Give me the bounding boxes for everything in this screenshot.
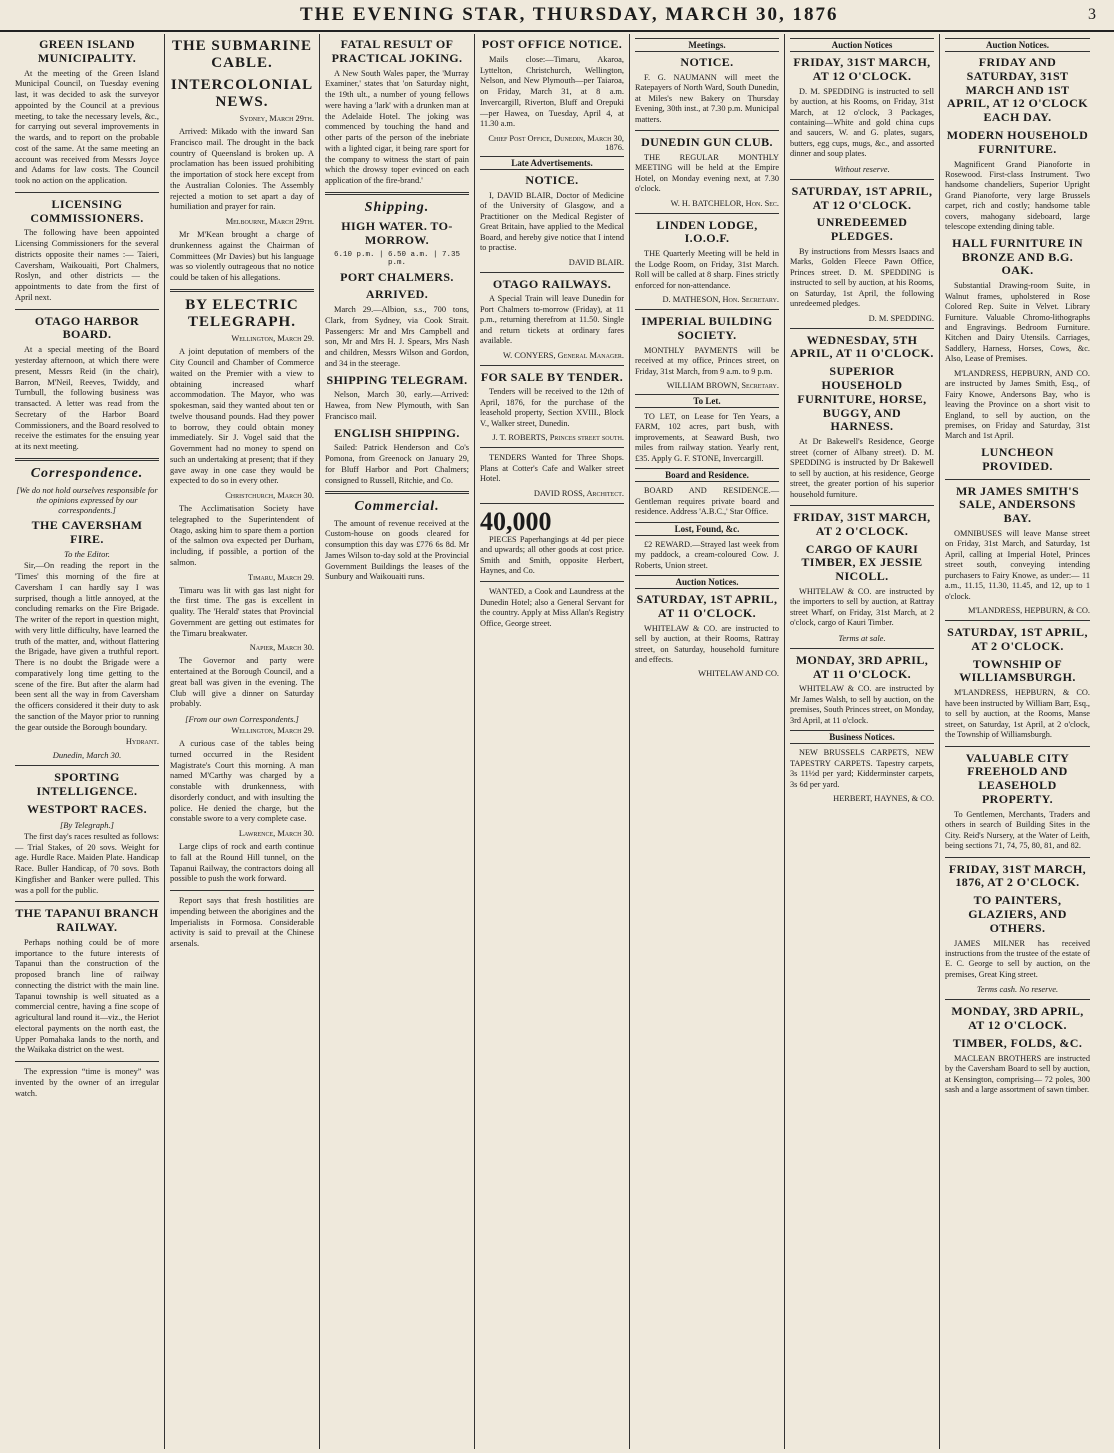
ad-body: THE REGULAR MONTHLY MEETING will be held at the Empire Hotel, on Monday evening next, at 7.30 o'clock. bbox=[635, 152, 779, 194]
ad-body: NEW BRUSSELS CARPETS, NEW TAPESTRY CARPETS. Tapestry carpets, 3s 11½d per yard; Kidderminster carpets, 3s 6d per yard. bbox=[790, 748, 934, 789]
ad-body: WHITELAW & CO. are instructed to sell by auction, at their Rooms, Rattray street, on Saturday, household furniture and effects. bbox=[635, 623, 779, 664]
heading-shipping: Shipping. bbox=[364, 199, 430, 215]
article-body: Large clips of rock and earth continue to fall at the Round Hill tunnel, on the Tapanui Railway, the contractors doing all possible to push the work forward. bbox=[170, 842, 314, 884]
article-body: A curious case of the tables being turned occurred in the Resident Magistrate's Court this morning. A man named M'Carthy was charged by a constable with drunkenness, with disorderly conduct, and with insulting the police. He denied the charge, but the constable swore to a very complete case. bbox=[170, 739, 314, 824]
dateline: Wellington, March 29. bbox=[231, 334, 314, 344]
section-board-residence: Board and Residence. bbox=[635, 468, 779, 482]
divider bbox=[480, 503, 624, 504]
heading-valuable-property: VALUABLE CITY FREEHOLD AND LEASEHOLD PROPERTY. bbox=[965, 750, 1070, 806]
article-body: The Acclimatisation Society have telegraphed to the Superintendent of Otago, asking him to spare them a portion of the salmon ova expected per Durham, including, if possible, a portion of the salmon. bbox=[170, 504, 314, 567]
heading-hall-furniture: HALL FURNITURE IN BRONZE AND B.G. OAK. bbox=[952, 235, 1083, 278]
section-meetings: Meetings. bbox=[635, 38, 779, 52]
section-late-advertisements: Late Advertisements. bbox=[480, 156, 624, 170]
ad-signature: WILLIAM BROWN, Secretary. bbox=[666, 381, 779, 391]
heading-shipping-telegram: SHIPPING TELEGRAM. bbox=[326, 372, 468, 387]
column-5 bbox=[630, 34, 785, 1449]
paperhangings-number: 40,000 bbox=[480, 506, 552, 536]
article-body: March 29.—Albion, s.s., 700 tons, Clark, from Sydney, via Cook Strait. Passengers: Mr and Mrs Campbell and son, Mr and Mrs H. J. Spears, Mrs Nash and children, Messrs Wilson and Gordon, and 34 in the steerage. bbox=[325, 305, 469, 368]
heading-imperial-building: IMPERIAL BUILDING SOCIETY. bbox=[641, 314, 773, 342]
divider bbox=[15, 309, 159, 310]
heading-superior-furniture: SUPERIOR HOUSEHOLD FURNITURE, HORSE, BUGGY, AND HARNESS. bbox=[797, 364, 927, 434]
ad-body: TENDERS Wanted for Three Shops. Plans at Cotter's Cafe and Walker street Hotel. bbox=[480, 453, 624, 484]
article-body: Arrived: Mikado with the inward San Francisco mail. The drought in the back country of Queensland is broken up. A proclamation has been issued prohibiting the importation of stock here except from the Australian Colonies. The Assembly rejected a motion to set apart a day of humiliation and prayer for rain. bbox=[170, 127, 314, 212]
divider bbox=[790, 648, 934, 649]
heading-linden-lodge: LINDEN LODGE, I.O.O.F. bbox=[656, 217, 758, 246]
ad-body: F. G. NAUMANN will meet the Ratepayers of North Ward, South Dunedin, at Miles's new Bakery on Thursday Evening, 30th inst., at 7.30 p.m. Municipal matters. bbox=[635, 72, 779, 124]
dateline: Napier, March 30. bbox=[249, 643, 314, 653]
ad-signature: HERBERT, HAYNES, & CO. bbox=[833, 793, 934, 803]
divider bbox=[170, 289, 314, 292]
closing-paragraph: The expression “time is money” was invented by the owner of an irregular watch. bbox=[15, 1067, 159, 1098]
dateline: Christchurch, March 30. bbox=[225, 491, 314, 500]
column-3 bbox=[320, 34, 475, 1449]
auction-date: SATURDAY, 1ST APRIL, AT 12 O'CLOCK. bbox=[791, 183, 933, 212]
heading-fatal-joking: FATAL RESULT OF PRACTICAL JOKING. bbox=[331, 37, 463, 65]
heading-andersons-bay: MR JAMES SMITH'S SALE, ANDERSONS BAY. bbox=[955, 483, 1080, 526]
divider bbox=[945, 857, 1090, 858]
divider bbox=[480, 365, 624, 366]
divider bbox=[635, 130, 779, 131]
divider bbox=[790, 328, 934, 329]
notice-body: Mails close:—Timaru, Akaroa, Lyttelton, Christchurch, Wellington, Nelson, and New Plymouth—per Taiaroa, on Friday, March 31, at 8 a.m. Invercargill, Riverton, Bluff and Orepuki—per Hawea, on Tuesday, April 4, at 11.30 a.m. bbox=[480, 54, 624, 129]
telegraph-tag: [By Telegraph.] bbox=[60, 819, 114, 830]
ad-signature: DAVID BLAIR. bbox=[568, 257, 624, 267]
article-body: Nelson, March 30, early.—Arrived: Hawea, from New Plymouth, with San Francisco mail. bbox=[325, 390, 469, 421]
letter-signature: Hydrant. bbox=[125, 737, 159, 747]
heading-correspondence: Correspondence. bbox=[30, 465, 144, 481]
heading-williamsburgh: TOWNSHIP OF WILLIAMSBURGH. bbox=[959, 656, 1076, 685]
article-body: At the meeting of the Green Island Municipal Council, on Tuesday evening last, it was decided to ask the surveyor appointed by the Council at a previous meeting, to take the necessary levels, &c., for carrying out several improvements in the wards, and to report on the probable cost of the same. At the same meeting an account was received from Messrs Joyce and Adams for law costs. The Council took no action on the application. bbox=[15, 68, 159, 186]
ad-signature: M'LANDRESS, HEPBURN, & CO. bbox=[967, 606, 1090, 616]
column-4 bbox=[475, 34, 630, 1449]
correspondence-note: [We do not hold ourselves responsible for the opinions expressed by our correspondents.] bbox=[16, 484, 158, 515]
ad-body: M'LANDRESS, HEPBURN, AND CO. are instructed by James Smith, Esq., of Fairy Knowe, Andersons Bay, who is leaving the Province on a short visit to England, to sell by auction, on the premises, on Friday and Saturday, 31st March and 1st April. bbox=[945, 368, 1090, 441]
article-body: A joint deputation of members of the City Council and Chamber of Commerce waited on the Premier with a view to obtaining increased wharf accommodation. The Mayor, who was spokesman, said they wanted about ten or twelve thousand pounds. Had they power to borrow, they could obtain money immediately. Sir J. Vogel said that the Government had no money to spend on such an undertaking at present; that if they gave away in one case they would be expected to do so in every other. bbox=[170, 347, 314, 486]
article-body: At a special meeting of the Board yesterday afternoon, at which there were present, Messrs Reid (in the chair), Barron, M'Neil, Reeves, Twiddy, and Turnbull, the following business was transacted. A letter was read from the Secretary of the Harbor Board Commissioners, and the Board resolved to receive the estimates for the ensuing year at its next meeting. bbox=[15, 345, 159, 452]
divider bbox=[945, 479, 1090, 480]
ad-body: THE Quarterly Meeting will be held in the Lodge Room, on Friday, 31st March. Roll will be called at 8 sharp. Fines strictly enforced for non-attendance. bbox=[635, 249, 779, 290]
ad-body: WANTED, a Cook and Laundress at the Dunedin Hotel; also a General Servant for the country. Apply at Miss Allan's Registry Office, George street. bbox=[480, 587, 624, 628]
ad-body: D. M. SPEDDING is instructed to sell by auction, at his Rooms, on Friday, 31st March, at 12 o'clock, 3 Packages, containing—White and gold china cups and saucers, W. and G. plates, sugars, butters, egg cups, mugs, &c., and assorted dinner and soup plates. bbox=[790, 86, 934, 159]
article-body: A New South Wales paper, the 'Murray Examiner,' states that 'on Saturday night, the 19th ult., a number of young fellows were having a 'lark' with a drunken man at the Adelaide Hotel. The joking was commenced by touching the hand and other parts of the person of the inebriate with a lighted cigar, it being rare sport for the company to witness the start of pain which the drowsy toper evinced on each application of the fire-brand.' bbox=[325, 68, 469, 186]
divider bbox=[945, 999, 1090, 1000]
divider bbox=[635, 309, 779, 310]
ad-body: MACLEAN BROTHERS are instructed by the Caversham Board to sell by auction, at Kensington, comprising— 72 poles, 300 sash and a large assortment of sawn timber. bbox=[945, 1053, 1090, 1095]
ad-body: WHITELAW & CO. are instructed by Mr James Walsh, to sell by auction, on the premises, South Princes street, on Monday, 3rd April, at 11 o'clock. bbox=[790, 684, 934, 725]
article-body: Sailed: Patrick Henderson and Co's Pomona, from Greenock on January 29, for Bluff Harbor and Port Chalmers; consigned to Russell, Ritchie, and Co. bbox=[325, 443, 469, 485]
heading-gun-club: DUNEDIN GUN CLUB. bbox=[641, 135, 773, 150]
ad-body: At Dr Bakewell's Residence, George street (corner of Albany street). D. M. SPEDDING is instructed by Dr Bakewell to sell by auction, at his residence, George street, the greater portion of his superior household furniture. bbox=[790, 437, 934, 499]
divider bbox=[635, 213, 779, 214]
ad-signature: W. H. BATCHELOR, Hon. Sec. bbox=[670, 198, 779, 208]
article-body: The Governor and party were entertained at the Borough Council, and a great ball was given in the evening. The Club will give a dinner on Saturday probably. bbox=[170, 656, 314, 709]
divider bbox=[325, 192, 469, 195]
dateline: Timaru, March 29. bbox=[248, 572, 314, 582]
article-body: Mr M'Kean brought a charge of drunkenness against the Chairman of Committees (Mr Davies) but his language was so violently outrageous that no notice could be taken of his allegations. bbox=[170, 230, 314, 282]
divider bbox=[790, 505, 934, 506]
divider bbox=[15, 458, 159, 461]
article-body: The first day's races resulted as follows:— Trial Stakes, of 20 sovs. Weight for age. Hurdle Race. Maiden Plate. Handicap Race. Buller Handicap, of 70 sovs. Both Kingfisher and Banker were pulled. This was a poll for the public. bbox=[15, 831, 159, 895]
ad-body: M'LANDRESS, HEPBURN, & CO. have been instructed by William Barr, Esq., to sell by auction, at the Rooms, Manse street, on Saturday, 1st April, at 2 o'clock, the Township of Williamsburgh. bbox=[945, 688, 1090, 740]
ad-signature: D. M. SPEDDING. bbox=[868, 313, 934, 323]
ad-body: JAMES MILNER has received instructions from the trustee of the estate of E. C. George to sell by auction, on the premises, Great King street. bbox=[945, 938, 1090, 979]
article-body: Report says that fresh hostilities are impending between the aborigines and the Imperialists in Formosa. Considerable activity is said to prevail at the Chinese arsenals. bbox=[170, 896, 314, 948]
auction-date: MONDAY, 3RD APRIL, AT 11 O'CLOCK. bbox=[795, 652, 929, 681]
ad-signature: W. CONYERS, General Manager. bbox=[503, 350, 624, 360]
heading-notice: NOTICE. bbox=[525, 173, 579, 188]
heading-unredeemed-pledges: UNREDEEMED PLEDGES. bbox=[816, 215, 908, 244]
ad-body: WHITELAW & CO. are instructed by the importers to sell by auction, at Rattray street Wharf, on Friday, 31st March, at 2 o'clock, cargo of Kauri Timber. bbox=[790, 586, 934, 628]
auction-note: Without reserve. bbox=[834, 163, 890, 174]
divider bbox=[15, 1061, 159, 1062]
columns bbox=[10, 34, 1106, 1449]
auction-date: FRIDAY AND SATURDAY, 31ST MARCH AND 1ST APRIL, AT 12 O'CLOCK EACH DAY. bbox=[947, 55, 1088, 125]
high-water-label: HIGH WATER. TO-MORROW. bbox=[341, 218, 453, 247]
heading-westport-races: WESTPORT RACES. bbox=[26, 802, 148, 817]
ad-body: £2 REWARD.—Strayed last week from my paddock, a cream-coloured Cow. J. Roberts, Union street. bbox=[635, 539, 779, 570]
heading-commercial: Commercial. bbox=[354, 499, 440, 515]
ad-body: By instructions from Messrs Isaacs and Marks, Golden Fleece Pawn Office, Princes street. D. M. SPEDDING is instructed to sell by auction, at his Rooms, on Saturday, 1st April, the following unredeemed pledges. bbox=[790, 246, 934, 309]
section-auction-notices: Auction Notices. bbox=[945, 38, 1090, 52]
ad-body: To Gentlemen, Merchants, Traders and others in search of Building Sites in the City. Reid's Nursery, at the Water of Leith, being sections 71, 74, 75, 80, 81, and 82. bbox=[945, 809, 1090, 851]
auction-date: SATURDAY, 1ST APRIL, AT 2 O'CLOCK. bbox=[947, 625, 1088, 653]
ad-body: Tenders will be received to the 12th of April, 1876, for the purchase of the leasehold property, Section XVIII., Block V., Walker street, Dunedin. bbox=[480, 387, 624, 428]
heading-for-sale: FOR SALE BY TENDER. bbox=[480, 369, 624, 384]
divider bbox=[790, 179, 934, 180]
heading-licensing: LICENSING COMMISSIONERS. bbox=[30, 196, 144, 225]
heading-modern-furniture: MODERN HOUSEHOLD FURNITURE. bbox=[946, 127, 1089, 156]
heading-port-chalmers: PORT CHALMERS. bbox=[340, 269, 454, 284]
section-to-let: To Let. bbox=[635, 394, 779, 408]
ad-body: I, DAVID BLAIR, Doctor of Medicine of the University of Glasgow, and a Practitioner on the Medical Register of Great Britain, have applied to the Medical Board, and hereby give notice that I intend to practise. bbox=[480, 190, 624, 253]
masthead bbox=[0, 0, 1114, 32]
column-1 bbox=[10, 34, 165, 1449]
auction-date: WEDNESDAY, 5TH APRIL, AT 11 O'CLOCK. bbox=[790, 332, 934, 361]
divider bbox=[15, 901, 159, 902]
heading-tapanui: THE TAPANUI BRANCH RAILWAY. bbox=[15, 906, 159, 935]
ad-signature: DAVID ROSS, Architect. bbox=[533, 488, 624, 498]
letter-salutation: To the Editor. bbox=[64, 549, 110, 560]
heading-sporting: SPORTING INTELLIGENCE. bbox=[36, 770, 138, 799]
auction-date: MONDAY, 3RD APRIL, AT 12 O'CLOCK. bbox=[951, 1004, 1084, 1033]
ad-signature: D. MATHESON, Hon. Secretary. bbox=[662, 295, 779, 305]
auction-date: FRIDAY, 31ST MARCH, AT 12 O'CLOCK. bbox=[793, 55, 931, 83]
dateline: Lawrence, March 30. bbox=[238, 829, 314, 838]
ad-signature: WHITELAW AND CO. bbox=[698, 669, 779, 679]
auction-note: Terms cash. No reserve. bbox=[976, 984, 1059, 995]
heading-intercolonial: INTERCOLONIAL NEWS. bbox=[170, 76, 314, 110]
divider bbox=[480, 272, 624, 273]
article-body: Perhaps nothing could be of more importance to the future interests of Tapanui than the construction of the proposed branch line of railway connecting the district with the main line. Tapanui township is well situated as a commercial centre, having a fine scope of agricultural land round it—viz., the Heriot electoral payments on the north east, the Upper Pomahaka lands to the north, and the Waikaka district on the west. bbox=[15, 937, 159, 1055]
ad-body: BOARD AND RESIDENCE.—Gentleman requires private board and residence. Address 'A.B.C.,' Star Office. bbox=[635, 486, 779, 517]
column-6 bbox=[785, 34, 940, 1449]
ad-body: A Special Train will leave Dunedin for Port Chalmers to-morrow (Friday), at 11 p.m., returning therefrom at 11.50. Single and return tickets at ordinary fares available. bbox=[480, 294, 624, 346]
divider bbox=[170, 890, 314, 891]
ad-body: Magnificent Grand Pianoforte in Rosewood. First-class Instrument. Two handsome chandeliers, Superior Upright Grand Pianoforte, very large Brussels carpet, rich and costly; handsome table covers, mahogany sideboard, large telescope extending dining table. bbox=[945, 159, 1090, 232]
heading-arrived: ARRIVED. bbox=[365, 287, 429, 302]
heading-submarine-cable: THE SUBMARINE CABLE. bbox=[171, 38, 313, 72]
letter-dateline: Dunedin, March 30. bbox=[52, 750, 122, 761]
divider bbox=[15, 765, 159, 766]
notice-signature: Chief Post Office, Dunedin, March 30, 1876. bbox=[488, 134, 624, 153]
heading-otago-railways: OTAGO RAILWAYS. bbox=[492, 276, 612, 291]
section-lost-found: Lost, Found, &c. bbox=[635, 522, 779, 536]
heading-timber-folds: TIMBER, FOLDS, &C. bbox=[952, 1035, 1083, 1050]
article-body: The following have been appointed Licensing Commissioners for the several districts opposite their names :— Taieri, Caversham, Waikouaiti, Port Chalmers, Roslyn, and other districts — the appointments to date from the first of April next. bbox=[15, 228, 159, 302]
divider bbox=[480, 581, 624, 582]
ad-body: TO LET, on Lease for Ten Years, a FARM, 102 acres, part bush, with improvements, at Seaward Bush, two miles from railway station. Yearly rent, £35. Apply G. F. STONE, Invercargill. bbox=[635, 412, 779, 463]
auction-date: SATURDAY, 1ST APRIL, AT 11 O'CLOCK. bbox=[636, 592, 778, 620]
dateline: Sydney, March 29th. bbox=[239, 114, 314, 123]
divider bbox=[15, 192, 159, 193]
heading-green-island: GREEN ISLAND MUNICIPALITY. bbox=[37, 37, 137, 65]
ad-signature: J. T. ROBERTS, Princes street south. bbox=[492, 433, 624, 443]
own-correspondents-note: [From our own Correspondents.] bbox=[185, 714, 299, 724]
divider bbox=[480, 447, 624, 448]
tide-times: 6.10 p.m. | 6.50 a.m. | 7.35 p.m. bbox=[333, 250, 461, 267]
heading-caversham-fire: THE CAVERSHAM FIRE. bbox=[31, 517, 143, 546]
ad-body: OMNIBUSES will leave Manse street on Friday, 31st March, and Saturday, 1st April, calling at Imperial Hotel, Princes street south, conveying intending purchasers to Fairy Knowe, as under:— 11 a.m., 11.15, 11.30, 11.45, and 12, up to 1 o'clock. bbox=[945, 528, 1090, 601]
heading-harbor-board: OTAGO HARBOR BOARD. bbox=[34, 313, 140, 342]
heading-painters: TO PAINTERS, GLAZIERS, AND OTHERS. bbox=[968, 893, 1067, 935]
divider bbox=[945, 746, 1090, 747]
ad-body: MONTHLY PAYMENTS will be received at my office, Princes street, on Friday, 31st March, from 9 a.m. to 9 p.m. bbox=[635, 345, 779, 376]
section-business-notices: Business Notices. bbox=[790, 730, 934, 744]
heading-kauri-timber: CARGO OF KAURI TIMBER, EX JESSIE NICOLL. bbox=[801, 541, 923, 584]
ad-body: PIECES Paperhangings at 4d per piece and upwards; all other goods at cost price. Smith and Smith, opposite Herbert, Haynes, and Co. bbox=[480, 534, 624, 575]
article-body: Timaru was lit with gas last night for the first time. The gas is excellent in quality. The 'Herald' states that Provincial Government are getting out estimates for the Timaru breakwater. bbox=[170, 585, 314, 638]
luncheon-note: LUNCHEON PROVIDED. bbox=[981, 444, 1054, 473]
page-number: 3 bbox=[1088, 6, 1096, 23]
masthead-title: THE EVENING STAR, THURSDAY, MARCH 30, 1876 bbox=[300, 4, 839, 25]
section-auction-notices: Auction Notices. bbox=[635, 575, 779, 589]
heading-post-office: POST OFFICE NOTICE. bbox=[481, 37, 623, 51]
article-body: The amount of revenue received at the Custom-house on goods cleared for consumption this day was £776 6s 8d. Mr James Wilson to-day sold at the Provincial Government Buildings the leases of the Sunbury and Waikouaiti runs. bbox=[325, 518, 469, 582]
dateline: Melbourne, March 29th. bbox=[225, 217, 314, 226]
letter-body: Sir,—On reading the report in the 'Times' this morning of the fire at Caversham I can hardly say I was surprised, though a little annoyed, at the concluding remarks on the Fire Brigade. The writer of the report in question might, with very little difficulty, have learned the truth of the matter, and, without flattering the Brigade, have given a truthful report. There is no doubt the Brigade were a comparatively long time getting to the scene of the fire. But after the alarm had been sent all the way in from Caversham the officers considered it their duty to ask the sanction of the Mayor prior to running the gear outside the Borough boundary. bbox=[15, 561, 159, 732]
column-2 bbox=[165, 34, 320, 1449]
section-auction-notices: Auction Notices bbox=[790, 38, 934, 52]
auction-note: Terms at sale. bbox=[838, 632, 886, 643]
auction-date: FRIDAY, 31ST MARCH, AT 2 O'CLOCK. bbox=[793, 509, 931, 538]
divider bbox=[945, 620, 1090, 621]
dateline: Wellington, March 29. bbox=[231, 726, 314, 735]
column-7 bbox=[940, 34, 1095, 1449]
ad-body: Substantial Drawing-room Suite, in Walnut frames, upholstered in Rose Colored Rep. Suite in Velvet. Library Furniture. Valuable Chromo-lithographs and Engravings. Bedroom Furniture. Kitchen and Dairy Utensils. Carriages, Saddlery, Harness, Horses, Cows, &c. Also, Lease of Premises. bbox=[945, 281, 1090, 364]
divider bbox=[325, 491, 469, 494]
heading-english-shipping: ENGLISH SHIPPING. bbox=[334, 425, 460, 440]
auction-date: FRIDAY, 31ST MARCH, 1876, AT 2 O'CLOCK. bbox=[948, 861, 1087, 890]
heading-notice: NOTICE. bbox=[680, 55, 734, 69]
heading-electric-telegraph: BY ELECTRIC TELEGRAPH. bbox=[185, 296, 299, 330]
